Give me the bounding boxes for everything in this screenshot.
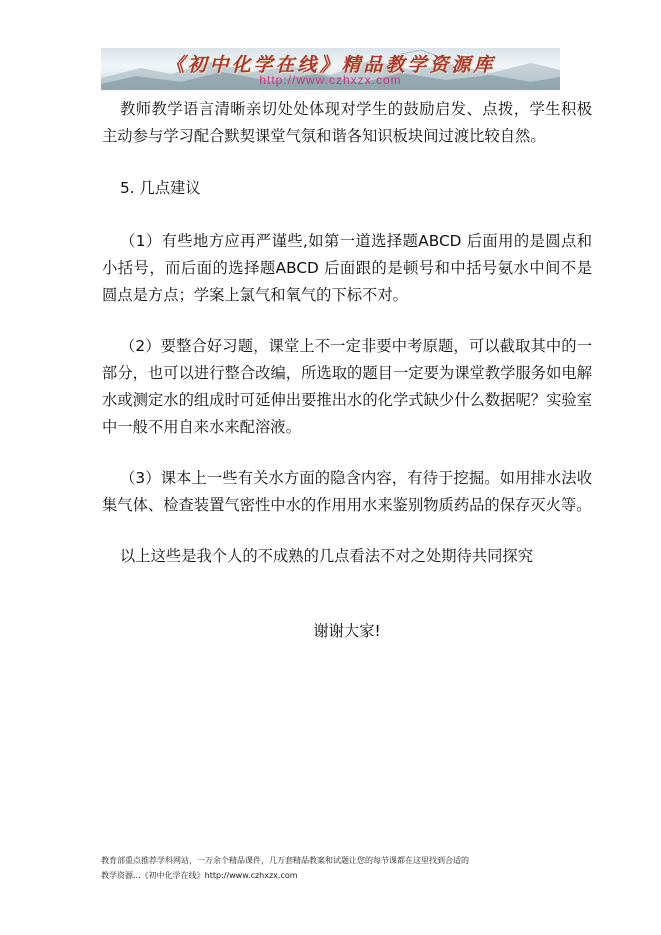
- thanks-line: 谢谢大家!: [313, 622, 381, 640]
- banner-url-link[interactable]: http://www.czhxzx.com: [259, 73, 402, 87]
- banner-title: 《初中化学在线》精品教学资源库: [165, 54, 496, 76]
- section-heading-suggestions: 5. 几点建议: [120, 179, 201, 197]
- paragraph-teaching-language: 教师教学语言清晰亲切处处体现对学生的鼓励启发、点拨，学生积极主动参与学习配合默契课堂气氛和谐各知识板块间过渡比较自然。: [102, 100, 592, 145]
- suggestion-item-1: （1）有些地方应再严谨些,如第一道选择题ABCD 后面用的是圆点和小括号，而后面的选择题ABCD 后面跟的是顿号和中括号氨水中间不是圆点是方点；学案上氯气和氧气的下标不对。: [102, 232, 592, 304]
- suggestion-item-2: （2）要整合好习题，课堂上不一定非要中考原题，可以截取其中的一部分，也可以进行整合改编，所选取的题目一定要为课堂教学服务如电解水或测定水的组成时可延伸出要推出水的化学式缺少什么数据呢？实验室中一般不用自来水来配溶液。: [102, 337, 592, 436]
- closing-paragraph: 以上这些是我个人的不成熟的几点看法不对之处期待共同探究: [120, 547, 534, 565]
- footer-line-1: 教育部重点推荐学科网站，一万余个精品课件，几万套精品教案和试题让您的每节课都在这里找到合适的: [101, 856, 469, 865]
- document-body: [102, 96, 592, 645]
- page-footer: [101, 853, 601, 883]
- suggestion-item-3: （3）课本上一些有关水方面的隐含内容，有待于挖掘。如用排水法收集气体、检查装置气密性中水的作用用水来鉴别物质药品的保存灭火等。: [102, 469, 592, 514]
- footer-line-2: 教学资源...《初中化学在线》http://www.czhxzx.com: [101, 871, 298, 880]
- site-banner: [101, 48, 560, 90]
